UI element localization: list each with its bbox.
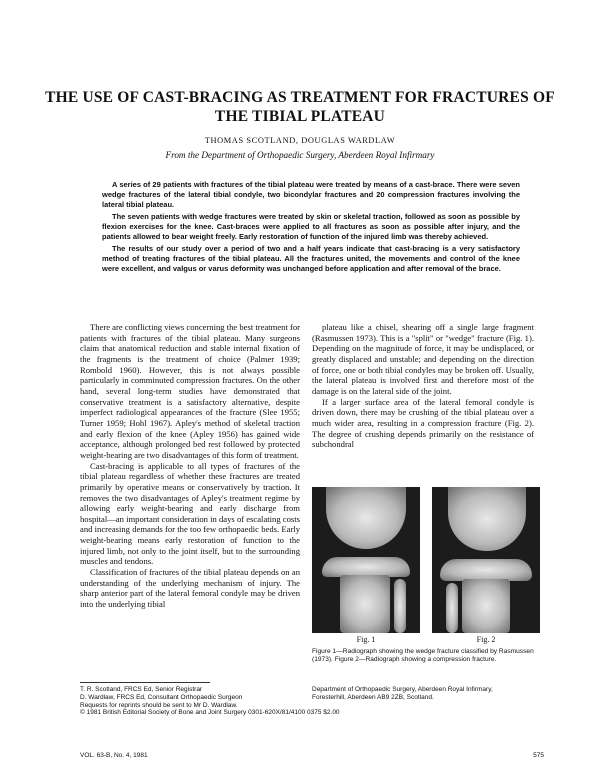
abstract-paragraph-3: The results of our study over a period of two and a half years indicate that cast-bracing is a very satisfactory method of treating fractures of the tibial plateau. All the fractures united, the movements and control of the knee were excellent, and valgus or varus deformity was unchanged before application and after removal of the brace. xyxy=(102,243,520,273)
radiograph-fig-2 xyxy=(432,487,540,633)
left-paragraph-1: There are conflicting views concerning the best treatment for patients with fractures of the tibial plateau. Many surgeons claim that anatomical reduction and stable internal fixation of the fragments is the treatment of choice (Palmer 1939; Rombold 1960). However, this is not always possible particularly in comminuted compression fractures. On the other hand, several long-term studies have demonstrated that conservative treatment is a satisfactory alternative, despite imperfect radiological appearances of the fracture (Slee 1955; Turner 1959; Hohl 1967). Apley's method of skeletal traction and early flexion of the knee (Apley 1956) has gained wide acceptance, although prolonged bed rest followed by protected weight-bearing are two disadvantages of this form of treatment. xyxy=(80,322,300,460)
footnote-row xyxy=(80,686,550,694)
abstract-paragraph-2: The seven patients with wedge fractures were treated by skin or skeletal traction, followed as soon as possible by flexion exercises for the knee. Cast-braces were applied to all fractures as soon as possible after injury, and the patients allowed to bear weight freely. Early restoration of function of the injured limb was thereby achieved. xyxy=(102,211,520,241)
title-line-1: THE USE OF CAST-BRACING AS TREATMENT FOR FRACTURES OF xyxy=(45,89,555,106)
body-right-column xyxy=(312,322,534,450)
figures xyxy=(312,487,544,665)
authors: THOMAS SCOTLAND, DOUGLAS WARDLAW xyxy=(204,136,396,145)
article-title xyxy=(40,88,560,126)
footnote-left: Requests for reprints should be sent to Mr D. Wardlaw. xyxy=(80,701,238,709)
footnote-row xyxy=(80,709,550,717)
page-footer xyxy=(80,752,544,762)
right-paragraph-1: plateau like a chisel, shearing off a single large fragment (Rasmussen 1973). This is a "split" or "wedge" fracture (Fig. 1). Depending on the magnitude of force, it may be undisplaced, or greatly displaced and unstable; and depending on the direction of force, one or both tibial condyles may be broken off. Usually, the lateral plateau is involved first and therefore most of the damage is on the lateral side of the joint. xyxy=(312,322,534,396)
journal-reference: VOL. 63-B, No. 4, 1981 xyxy=(80,752,148,759)
footnote-right: Department of Orthopaedic Surgery, Aberdeen Royal Infirmary, xyxy=(312,686,493,693)
fig-1-label: Fig. 1 xyxy=(356,635,376,644)
footnote-row xyxy=(80,694,550,702)
figure-caption: Figure 1—Radiograph showing the wedge fracture classified by Rasmussen (1973). Figure 2—Radiograph showing a compression fracture. xyxy=(312,648,534,663)
footnotes xyxy=(80,686,550,717)
page-number: 575 xyxy=(533,752,544,759)
footnote-right: Foresterhill, Aberdeen AB9 2ZB, Scotland. xyxy=(312,693,434,701)
affiliation: From the Department of Orthopaedic Surgery, Aberdeen Royal Infirmary xyxy=(165,150,435,160)
abstract-paragraph-1: A series of 29 patients with fractures of the tibial plateau were treated by means of a cast-brace. There were seven wedge fractures of the lateral tibial condyle, two bicondylar fractures and 20 compression fractures involving the lateral tibial plateau. xyxy=(102,180,520,210)
footnote-left: D. Wardlaw, FRCS Ed, Consultant Orthopaedic Surgeon xyxy=(80,693,243,701)
radiograph-fig-1 xyxy=(312,487,420,633)
footnote-left: T. R. Scotland, FRCS Ed, Senior Registrar xyxy=(80,686,203,693)
footnote-rule xyxy=(80,682,210,683)
footnote-left: © 1981 British Editorial Society of Bone and Joint Surgery 0301-620X/81/4100 0375 $2.00 xyxy=(80,709,340,717)
body-left-column xyxy=(80,322,300,610)
fig-2-label: Fig. 2 xyxy=(476,635,496,644)
right-paragraph-2: If a larger surface area of the lateral femoral condyle is driven down, there may be crushing of the tibial plateau over a much wider area, resulting in a compression fracture (Fig. 2). The degree of crushing depends primarily on the resistance of subchondral xyxy=(312,396,534,450)
title-line-2: THE TIBIAL PLATEAU xyxy=(214,108,386,125)
left-paragraph-3: Classification of fractures of the tibial plateau depends on an understanding of the underlying mechanism of injury. The sharp anterior part of the lateral femoral condyle may be driven into the underlying tibial xyxy=(80,567,300,610)
abstract xyxy=(102,180,520,275)
left-paragraph-2: Cast-bracing is applicable to all types of fractures of the tibial plateau regardless of whether these fractures are treated primarily by operative means or conservatively by traction. It removes the two disadvantages of Apley's treatment regime by allowing early weight-bearing and early discharge from hospital—an important consideration in days of escalating costs and increasing demands for the too few orthopaedic beds. Early weight-bearing means early restoration of function to the injured limb, not only to the joint itself, but to the surrounding muscles and tendons. xyxy=(80,460,300,567)
